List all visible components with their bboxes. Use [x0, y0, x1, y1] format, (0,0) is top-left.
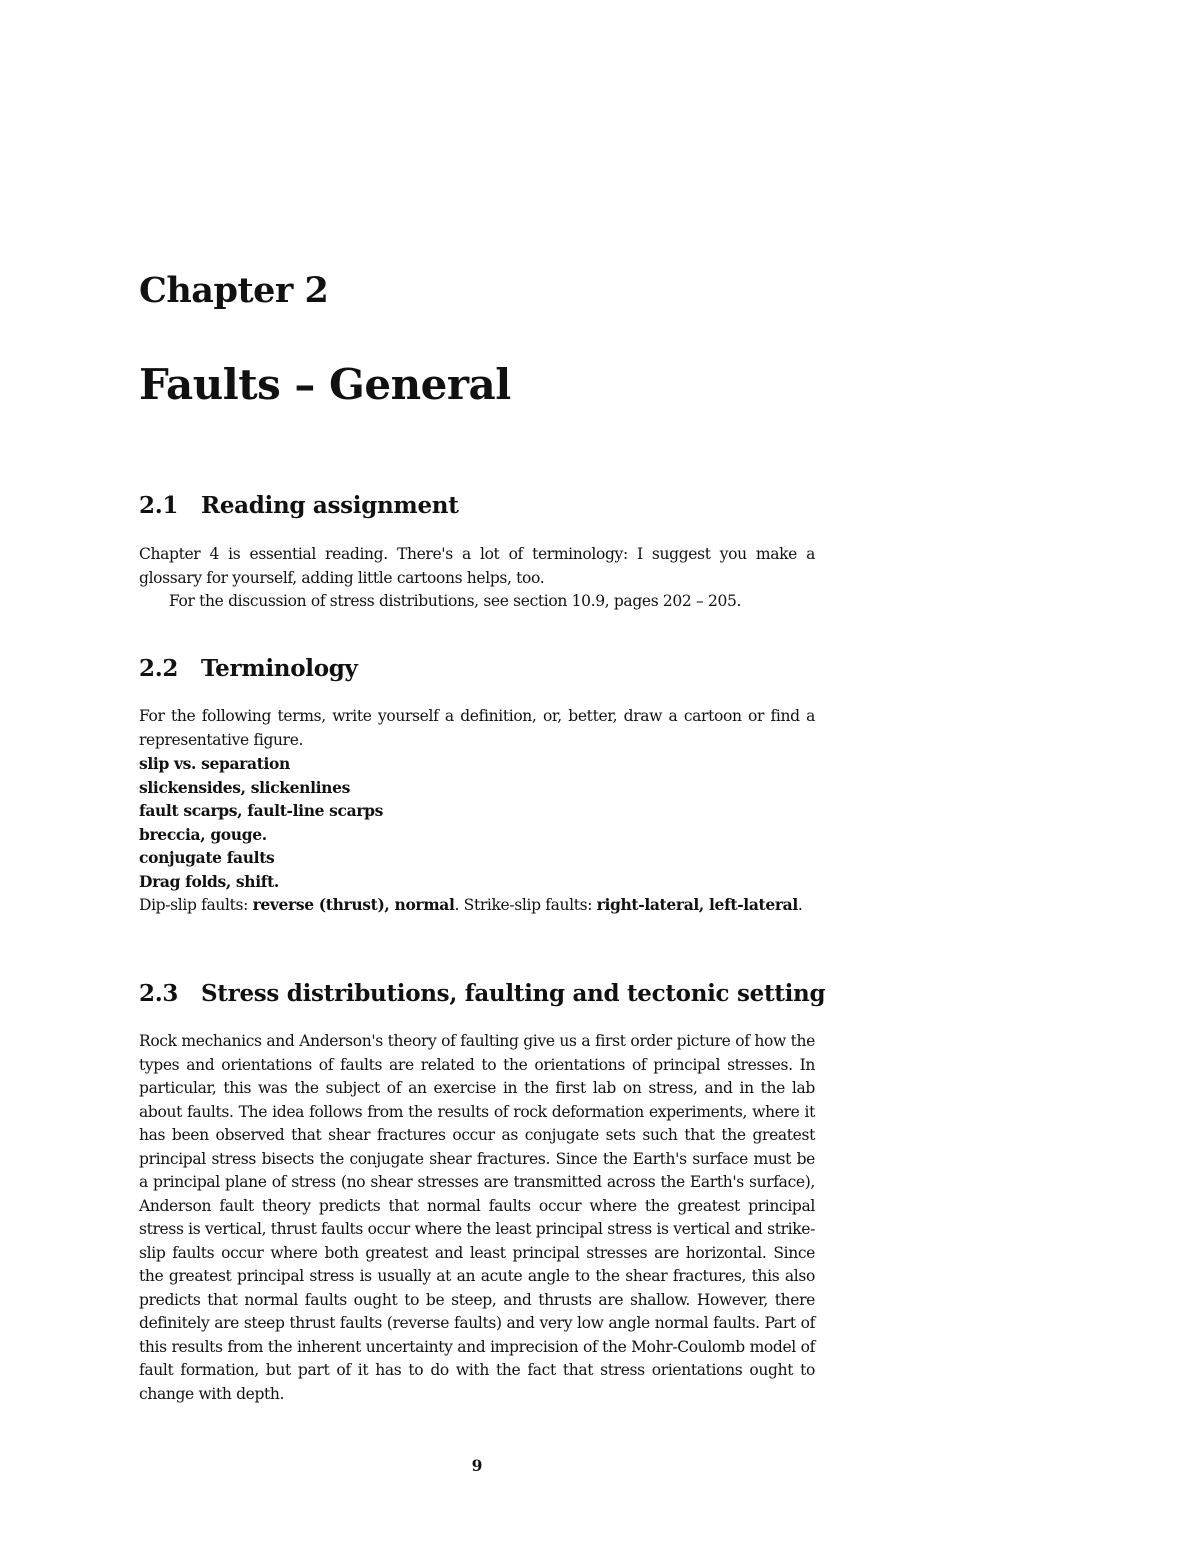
- section-title: Terminology: [201, 655, 358, 682]
- section-title: Reading assignment: [201, 492, 459, 519]
- dip-slip-terms: reverse (thrust), normal: [252, 895, 455, 914]
- term-item: breccia, gouge.: [139, 824, 267, 844]
- terminology-intro: For the following terms, write yourself a definition, or, better, draw a cartoon or find a representative figure.: [139, 707, 815, 749]
- section-heading-reading-assignment: [139, 492, 459, 519]
- line-end: .: [797, 896, 803, 914]
- reading-assignment-paragraph: Chapter 4 is essential reading. There's a lot of terminology: I suggest you make a glossary for yourself, adding little cartoons helps, too.: [139, 545, 815, 587]
- strike-slip-terms: right-lateral, left-lateral: [596, 895, 798, 914]
- strike-slip-prefix: . Strike-slip faults:: [454, 896, 597, 914]
- page-number: 9: [471, 1456, 483, 1475]
- stress-reading-paragraph: For the discussion of stress distributions, see section 10.9, pages 202 – 205.: [169, 592, 742, 610]
- dip-slip-prefix: Dip-slip faults:: [139, 896, 253, 914]
- section-title: Stress distributions, faulting and tectonic setting: [201, 980, 826, 1007]
- section-heading-terminology: [139, 655, 358, 682]
- section-number: 2.1: [139, 492, 179, 519]
- term-item: conjugate faults: [139, 848, 275, 867]
- term-item: Drag folds, shift.: [139, 871, 279, 891]
- term-item: slip vs. separation: [139, 754, 290, 773]
- section-number: 2.2: [139, 655, 179, 682]
- terminology-list: [139, 752, 815, 918]
- fault-types-line: [139, 893, 815, 918]
- term-item: slickensides, slickenlines: [139, 777, 350, 797]
- section-heading-stress-distributions: [139, 980, 825, 1007]
- chapter-label: Chapter 2: [139, 270, 329, 311]
- chapter-title: Faults – General: [139, 360, 511, 409]
- section-number: 2.3: [139, 980, 179, 1007]
- stress-distributions-paragraph: Rock mechanics and Anderson's theory of faulting give us a first order picture of how the types and orientations of faults are related to the orientations of principal stresses. In particular, this was the subject of an exercise in the first lab on stress, and in the lab about faults. The idea follows from the results of rock deformation experiments, where it has been observed that shear fractures occur as conjugate sets such that the greatest principal stress bisects the conjugate shear fractures. Since the Earth's surface must be a principal plane of stress (no shear stresses are transmitted across the Earth's surface), Anderson fault theory predicts that normal faults occur where the greatest principal stress is vertical, thrust faults occur where the least principal stress is vertical and strike-slip faults occur where both greatest and least principal stresses are horizontal. Since the greatest principal stress is usually at an acute angle to the shear fractures, this also predicts that normal faults ought to be steep, and thrusts are shallow. However, there definitely are steep thrust faults (reverse faults) and very low angle normal faults. Part of this results from the inherent uncertainty and imprecision of the Mohr-Coulomb model of fault formation, but part of it has to do with the fact that stress orientations ought to change with depth.: [139, 1032, 815, 1403]
- term-item: fault scarps, fault-line scarps: [139, 801, 384, 820]
